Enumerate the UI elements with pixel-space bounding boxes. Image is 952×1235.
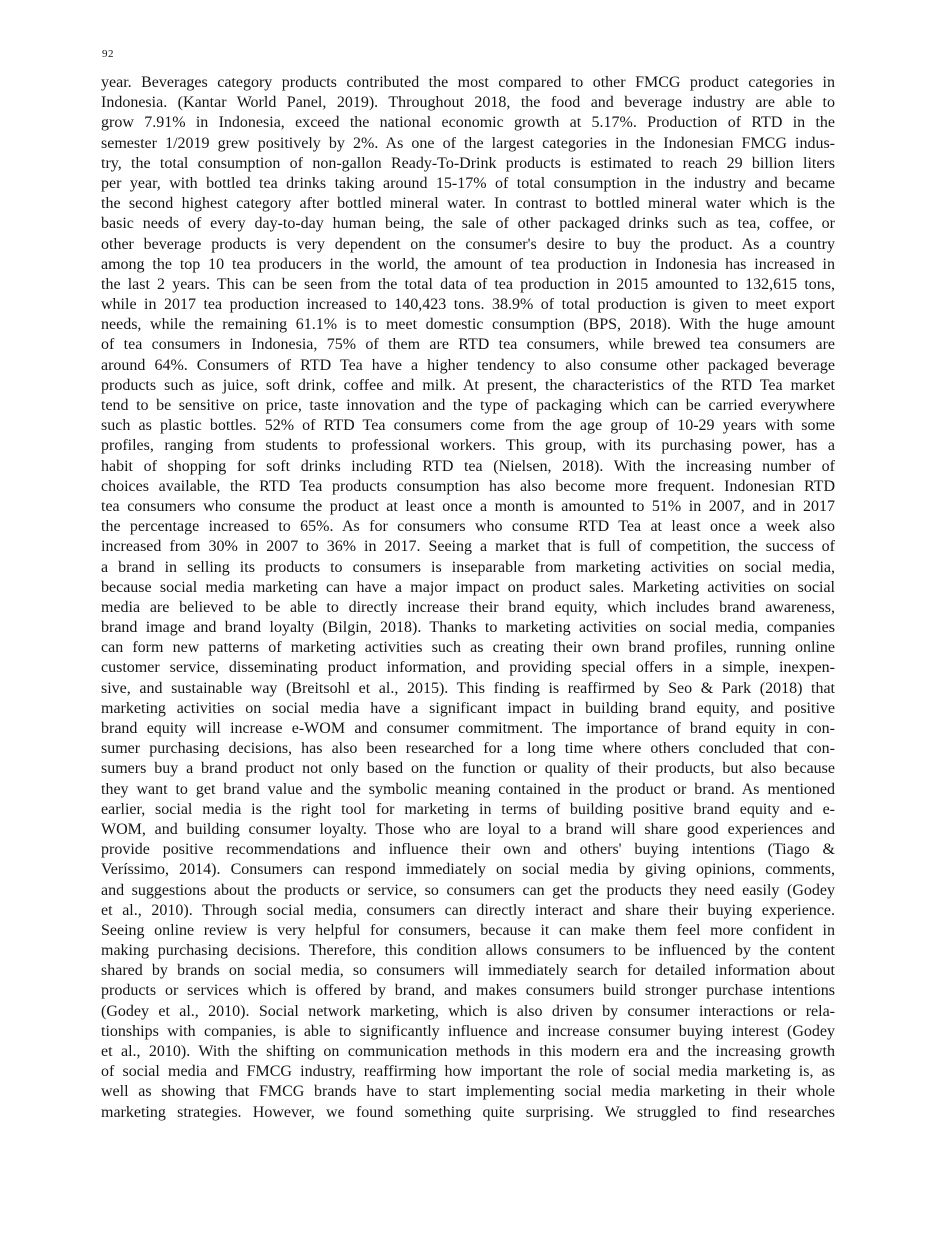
text-line: Seeing online review is very helpful for consumers, because it can make them feel more confident in [101,921,835,939]
text-line: marketing strategies. However, we found something quite surprising. We struggled to find researches [101,1103,835,1121]
text-line: the last 2 years. This can be seen from the total data of tea production in 2015 amounted to 132,615 tons, [101,275,835,293]
text-line: sive, and sustainable way (Breitsohl et al., 2015). This finding is reaffirmed by Seo & Park (2018) that [101,679,835,697]
text-line: the percentage increased to 65%. As for consumers who consume RTD Tea at least once a week also [101,518,835,536]
text-line: earlier, social media is the right tool for marketing in terms of building positive brand equity and e- [101,800,835,818]
text-line: tionships with companies, is able to significantly influence and increase consumer buying interest (Godey [101,1022,835,1040]
text-line: can form new patterns of marketing activities such as creating their own brand profiles, running online [101,639,835,657]
text-line: a brand in selling its products to consumers is inseparable from marketing activities on social media, [101,558,835,576]
page-number: 92 [102,48,114,60]
text-line: sumer purchasing decisions, has also been researched for a long time where others concluded that con- [101,740,835,758]
text-line: and suggestions about the products or service, so consumers can get the products they need easily (Godey [101,881,835,899]
text-line: Veríssimo, 2014). Consumers can respond immediately on social media by giving opinions, comments, [101,861,835,879]
text-line: sumers buy a brand product not only based on the function or quality of their products, but also because [101,760,835,778]
text-line: choices available, the RTD Tea products consumption has also become more frequent. Indonesian RTD [101,477,835,495]
text-line: habit of shopping for soft drinks including RTD tea (Nielsen, 2018). With the increasing number of [101,457,835,475]
text-line: needs, while the remaining 61.1% is to meet domestic consumption (BPS, 2018). With the huge amount [101,316,835,334]
text-line: other beverage products is very dependent on the consumer's desire to buy the product. As a country [101,235,835,253]
text-line: (Godey et al., 2010). Social network marketing, which is also driven by consumer interactions or rela- [101,1002,835,1020]
text-line: while in 2017 tea production increased to 140,423 tons. 38.9% of total production is given to meet export [101,296,835,314]
text-line: et al., 2010). With the shifting on communication methods in this modern era and the increasing growth [101,1043,835,1060]
text-line: well as showing that FMCG brands have to start implementing social media marketing in their whole [101,1083,835,1101]
text-line: tea consumers who consume the product at least once a month is amounted to 51% in 2007, and in 2017 [101,497,835,515]
text-line: year. Beverages category products contributed the most compared to other FMCG product categories in [101,74,835,91]
text-line: marketing activities on social media have a significant impact in building brand equity, and positive [101,699,835,717]
text-line: among the top 10 tea producers in the world, the amount of tea production in Indonesia has increased in [101,255,835,273]
text-line: customer service, disseminating product information, and providing special offers in a simple, inexpen- [101,659,835,677]
text-line: basic needs of every day-to-day human being, the sale of other packaged drinks such as tea, coffee, or [101,215,835,233]
text-line: of social media and FMCG industry, reaffirming how important the role of social media marketing is, as [101,1063,835,1081]
body-paragraph [101,73,835,1123]
text-line: such as plastic bottles. 52% of RTD Tea consumers come from the age group of 10-29 years with some [101,417,835,435]
text-line: per year, with bottled tea drinks taking around 15-17% of total consumption in the industry and became [101,174,835,192]
text-line: profiles, ranging from students to professional workers. This group, with its purchasing power, has a [101,437,835,455]
text-line: Indonesia. (Kantar World Panel, 2019). Throughout 2018, the food and beverage industry are able to [101,94,835,112]
text-line: increased from 30% in 2007 to 36% in 2017. Seeing a market that is full of competition, the success of [101,538,835,556]
text-line: products or services which is offered by brand, and makes consumers build stronger purchase intentions [101,982,835,1000]
text-line: tend to be sensitive on price, taste innovation and the type of packaging which can be carried everywhere [101,397,835,414]
text-line: media are believed to be able to directly increase their brand equity, which includes brand awareness, [101,598,835,616]
text-line: making purchasing decisions. Therefore, this condition allows consumers to be influenced by the content [101,942,835,960]
text-line: products such as juice, soft drink, coffee and milk. At present, the characteristics of the RTD Tea market [101,376,835,394]
text-line: because social media marketing can have a major impact on product sales. Marketing activities on social [101,578,835,596]
text-line: et al., 2010). Through social media, consumers can directly interact and share their buying experience. [101,901,835,919]
text-line: around 64%. Consumers of RTD Tea have a higher tendency to also consume other packaged beverage [101,356,835,374]
text-line: semester 1/2019 grew positively by 2%. As one of the largest categories in the Indonesian FMCG indus- [101,134,835,152]
text-line: of tea consumers in Indonesia, 75% of them are RTD tea consumers, while brewed tea consumers are [101,336,835,354]
text-line: brand image and brand loyalty (Bilgin, 2018). Thanks to marketing activities on social media, companies [101,619,835,637]
text-line: they want to get brand value and the symbolic meaning contained in the product or brand. As mentioned [101,780,835,798]
text-line: WOM, and building consumer loyalty. Those who are loyal to a brand will share good experiences and [101,820,835,838]
text-line: shared by brands on social media, so consumers will immediately search for detailed information about [101,962,835,980]
text-line: the second highest category after bottled mineral water. In contrast to bottled mineral water which is the [101,195,835,213]
text-line: brand equity will increase e-WOM and consumer commitment. The importance of brand equity in con- [101,720,835,737]
text-line: grow 7.91% in Indonesia, exceed the national economic growth at 5.17%. Production of RTD in the [101,114,835,132]
text-line: provide positive recommendations and influence their own and others' buying intentions (Tiago & [101,841,835,859]
text-line: try, the total consumption of non-gallon Ready-To-Drink products is estimated to reach 29 billion liters [101,154,835,172]
